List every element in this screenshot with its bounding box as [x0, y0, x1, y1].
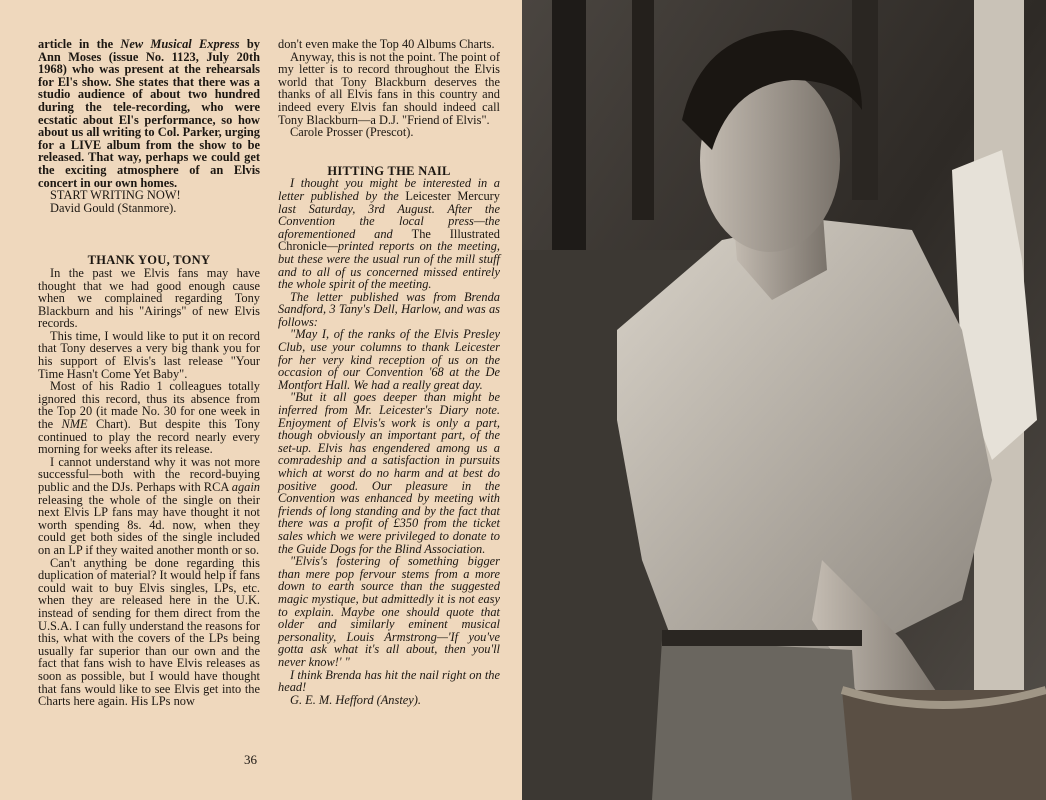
letter2-paragraph: This time, I would like to put it on record that Tony deserves a very big thank you for his support of Elvis's last release "Your Time Hasn't Come Yet Baby". [38, 328, 260, 381]
letter1-signature: David Gould (Stanmore). [50, 200, 177, 215]
letter1-body: article in the New Musical Express by Ann Moses (issue No. 1123, July 20th 1968) who was present at the rehearsals for El's show. She states that there was a studio audience of about two hundred during the tele-recording, who were ecstatic about El's performance, so how about us all writing to Col. Parker, urging for a LIVE album from the show to be released. That way, perhaps we could get the exciting atmosphere of an Elvis concert in our own homes. [38, 37, 260, 190]
letter3-quote: "But it all goes deeper than might be inferred from Mr. Leicester's Diary note. Enjoyment of Elvis's work is only a part, though obviously an important part, of the set-up. Elvis has engendered among us a comradeship and a satisfaction in pursuits which at worst do no harm and at best do positive good. Our pleasure in the Convention was enhanced by meeting with friends of long standing and by the fact that there was a profit of £350 from the ticket sales which we were privileged to donate to the Guide Dogs for the Blind Association. [278, 390, 500, 556]
tree-trunk [632, 0, 654, 220]
letter2-paragraph: don't even make the Top 40 Albums Charts. [278, 37, 495, 51]
letter2-paragraph: I cannot understand why it was not more successful—both with the record-buying public and the DJs. Perhaps with RCA again releasing the whole of the single on their next Elvis LP fans may have thought it not worth spending 8s. 4d. now, when they could get both sides of the single included on an LP if they waited another month or so. [38, 454, 260, 557]
letter2-paragraph: Most of his Radio 1 colleagues totally ignored this record, thus its absence from the Top 20 (it made No. 30 for one week in the NME Chart). But despite this Tony continued to play the record nearly every morning for weeks after its release. [38, 379, 260, 457]
letter3-quote: "Elvis's fostering of something bigger than mere pop fervour stems from a more down to earth source than the suggested magic mystique, but admittedly it is not easy to explain. Maybe one should quote that older and similarly eminent musical personality, Louis Armstrong—'If you've gotta ask what it's all about, then you'll never know!' " [278, 554, 500, 669]
letter3-signature: G. E. M. Hefford (Anstey). [290, 692, 421, 707]
letter2-paragraph: Anyway, this is not the point. The point of my letter is to record throughout the Elvis world that Tony Blackburn deserves the thanks of all Elvis fans in this country and indeed every Elvis fan should indeed call Tony Blackburn—a D.J. "Friend of Elvis". [278, 49, 500, 127]
left-page [0, 0, 522, 800]
belt [662, 630, 862, 646]
shirt [617, 220, 992, 650]
letter3-heading: HITTING THE NAIL [327, 163, 451, 178]
letter2-paragraph: In the past we Elvis fans may have thought that we had good enough cause when we complained regarding Tony Blackburn and his "Airings" of new Elvis records. [38, 265, 260, 331]
elvis-photo [522, 0, 1046, 800]
jeans [652, 640, 862, 800]
page-number: 36 [244, 752, 257, 767]
column-right [278, 38, 500, 706]
letter2-signature: Carole Prosser (Prescot). [290, 125, 414, 140]
letter2-heading: THANK YOU, TONY [87, 253, 211, 268]
column-left [38, 38, 260, 708]
right-page-photo [522, 0, 1046, 800]
letter3-intro: I thought you might be interested in a letter published by the Leicester Mercury last Saturday, 3rd August. After the Convention the local press—the aforementioned and The Illustrated Chronicle—printed reports on the meeting, but these were the usual run of the mill stuff and to all of us concerned missed entirely the whole spirit of the meeting. [278, 176, 500, 292]
letter2-paragraph: Can't anything be done regarding this duplication of material? It would help if fans could wait to buy Elvis singles, LPs, etc. when they are released here in the U.K. instead of sending for them direct from the U.S.A. I can fully understand the reasons for this, what with the covers of the LPs being usually far superior than our own and the fact that fans wish to have Elvis releases as soon as possible, but I would have thought that fans would like to see Elvis get into the Charts here again. His LPs now [38, 555, 260, 709]
letter3-intro2: The letter published was from Brenda Sandford, 3 Tany's Dell, Harlow, and was as follows: [278, 289, 500, 329]
letter1-closing: START WRITING NOW! [50, 188, 181, 203]
letter3-closing: I think Brenda has hit the nail right on the head! [278, 667, 500, 695]
letter3-quote: "May I, of the ranks of the Elvis Presley Club, use your columns to thank Leicester for her very kind reception of us on the occasion of our Convention '68 at the De Montfort Hall. We had a really great day. [278, 327, 500, 392]
tree-trunk [552, 0, 586, 260]
